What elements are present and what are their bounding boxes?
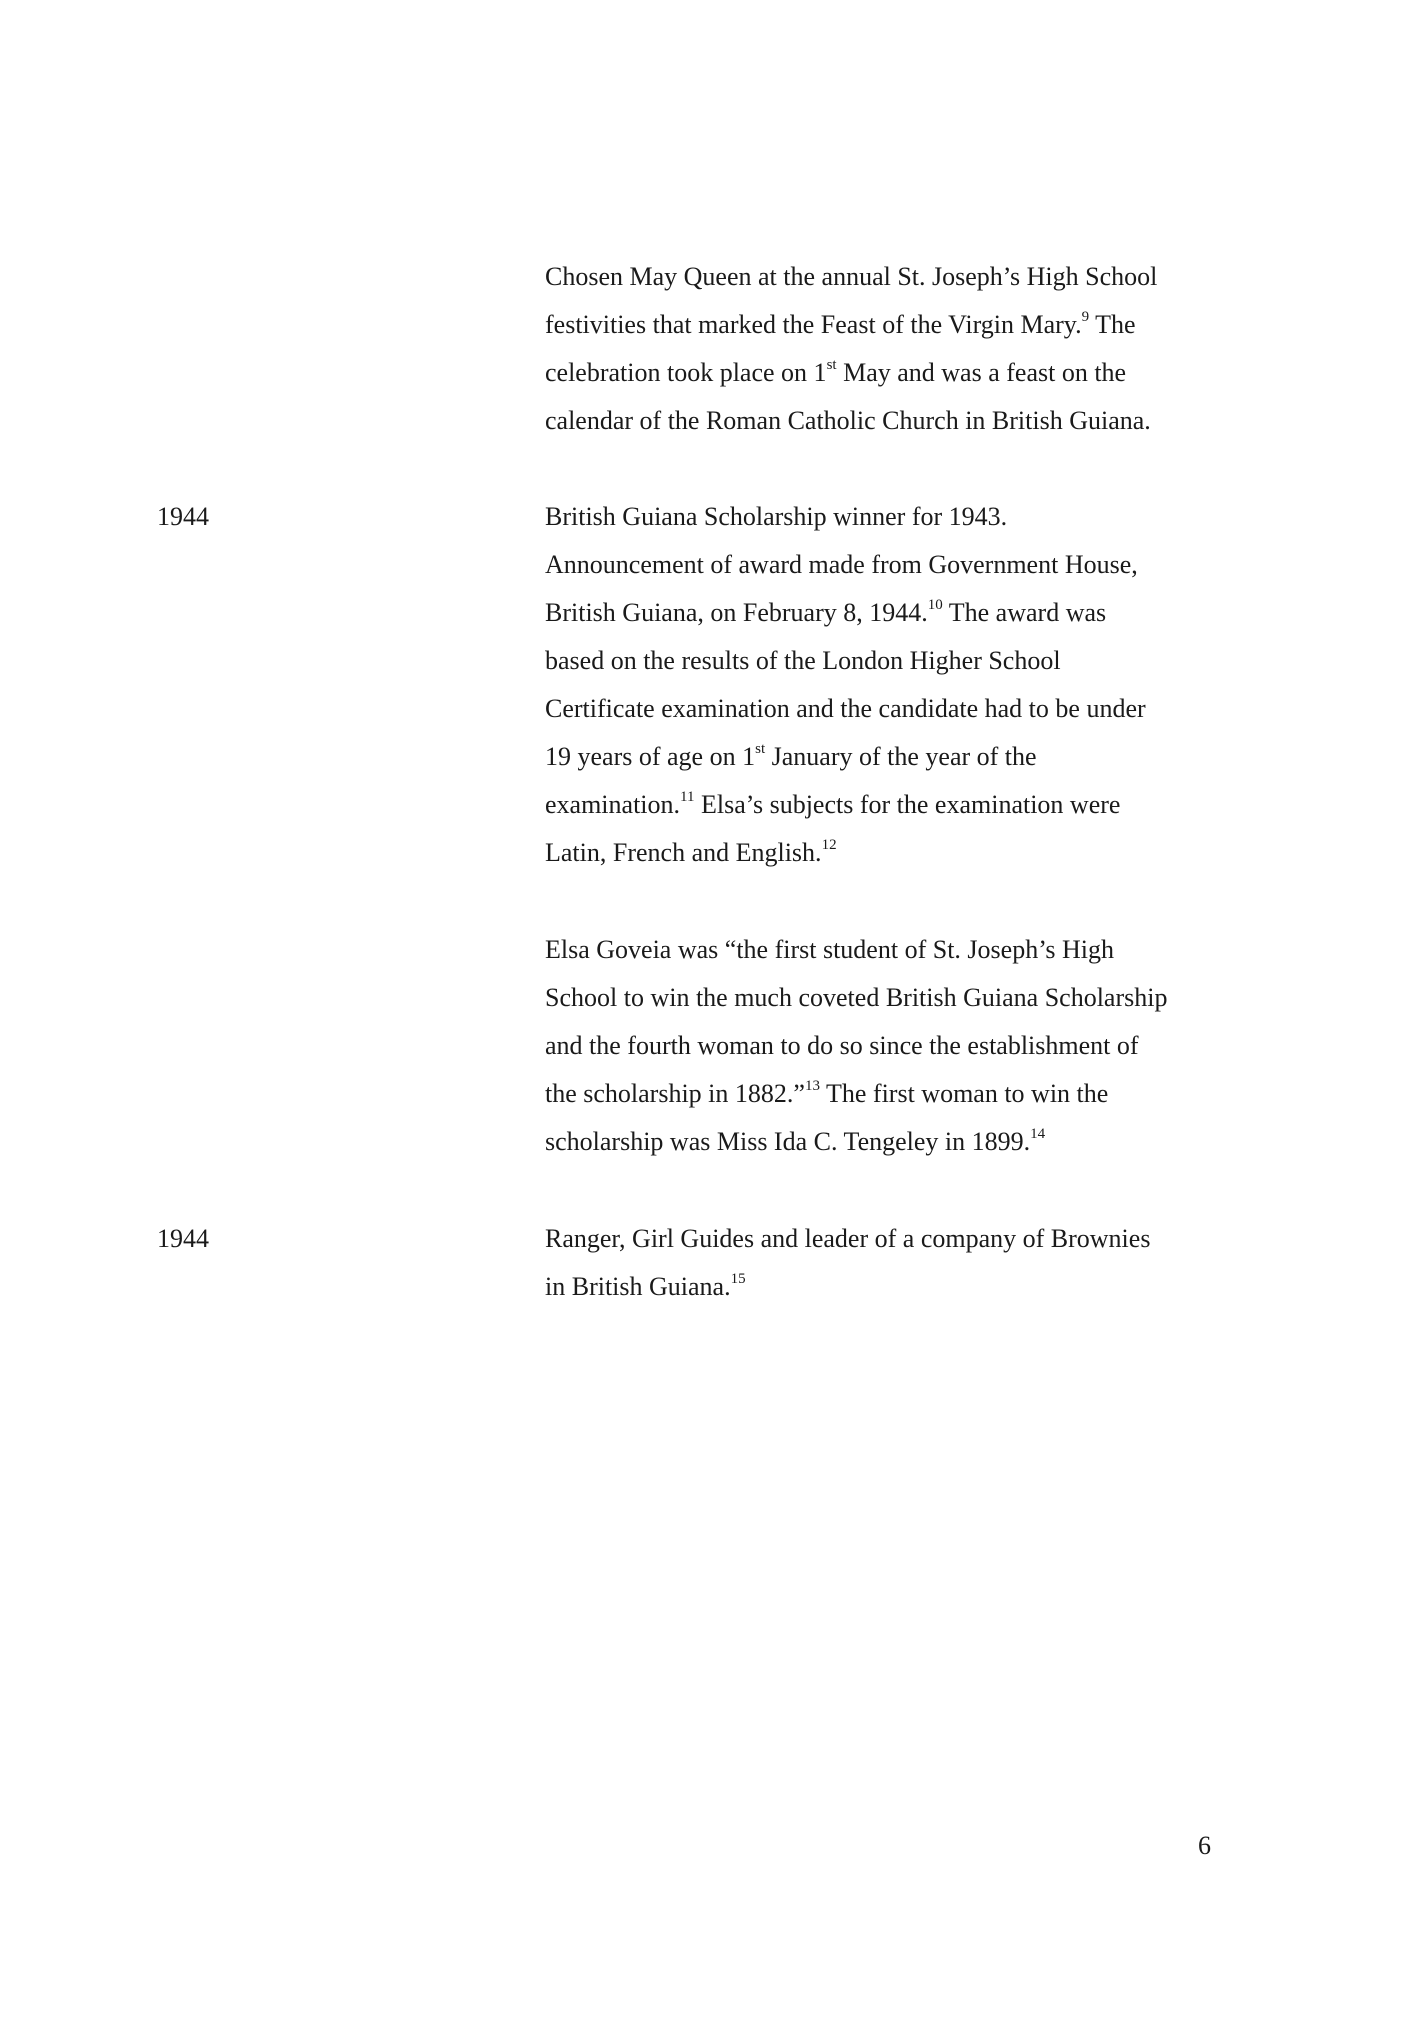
- footnote-marker: 13: [804, 1078, 820, 1094]
- footnote-marker: 14: [1030, 1126, 1046, 1142]
- text-line: British Guiana, on February 8, 1944.10 The award was: [545, 597, 1107, 627]
- entry-year: 1944: [157, 1224, 209, 1253]
- text-line: calendar of the Roman Catholic Church in British Guiana.: [545, 406, 1151, 435]
- footnote-marker: st: [755, 741, 766, 757]
- entry-text: [545, 1215, 1245, 1311]
- page-number: 6: [1198, 1831, 1211, 1860]
- text-line: Latin, French and English.$^{12}$: [545, 837, 837, 867]
- text-line: and the fourth woman to do so since the establishment of: [545, 1031, 1139, 1060]
- text-line: Announcement of award made from Government House,: [545, 550, 1138, 579]
- entry-text: [545, 493, 1245, 877]
- text-line: in British Guiana.$^{15}$: [545, 1271, 746, 1301]
- entry-year: 1944: [157, 502, 209, 531]
- text-line: festivities that marked the Feast of the Virgin Mary.$^9$ The: [545, 309, 1136, 339]
- footnote-marker: 15: [730, 1271, 746, 1287]
- text-line: based on the results of the London Higher School: [545, 646, 1061, 675]
- text-line: Certificate examination and the candidate had to be under: [545, 694, 1146, 723]
- text-line: Chosen May Queen at the annual St. Joseph’s High School: [545, 262, 1158, 291]
- text-line: 19 years of age on 1st January of the year of the: [545, 741, 1037, 771]
- entry-text: [545, 253, 1245, 445]
- text-line: Ranger, Girl Guides and leader of a company of Brownies: [545, 1224, 1151, 1253]
- text-line: School to win the much coveted British Guiana Scholarship: [545, 983, 1168, 1012]
- footnote-marker: 11: [680, 789, 695, 805]
- footnote-marker: 10: [927, 597, 943, 613]
- entry-text: [545, 926, 1245, 1166]
- text-line: examination.$^{11}$ Elsa’s subjects for the examination were: [545, 789, 1121, 819]
- text-line: celebration took place on 1st May and was a feast on the: [545, 357, 1127, 387]
- text-line: scholarship was Miss Ida C. Tengeley in 1899.14: [545, 1126, 1046, 1156]
- text-line: the scholarship in 1882.”$^{13}$ The first woman to win the: [545, 1078, 1109, 1108]
- footnote-marker: 12: [821, 837, 837, 853]
- footnote-marker: 9: [1081, 309, 1090, 325]
- footnote-marker: st: [826, 357, 837, 373]
- text-line: British Guiana Scholarship winner for 1943.: [545, 502, 1008, 531]
- text-line: Elsa Goveia was “the first student of St. Joseph’s High: [545, 935, 1115, 964]
